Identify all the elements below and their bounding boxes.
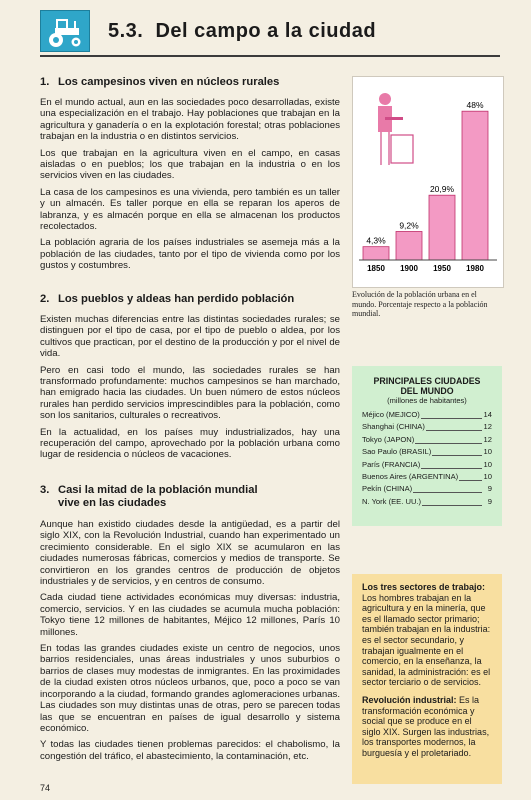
city-name: Shanghai (CHINA) (362, 422, 425, 432)
bar-1850 (363, 247, 389, 260)
data-label-1900: 9,2% (399, 220, 419, 231)
glossary-entry: Revolución industrial: Es la transformación económica y social que se produce en el siglo XIX. Surgen las industrias, los transportes modernos, la burguesía y el proletariado. (362, 694, 490, 758)
paragraph: Cada ciudad tiene actividades económicas muy diversas: industria, comercio, servicios. Y en las ciudades se acumula mucha población: Tokyo tiene 12 millones de habitantes, Méjico 12 millones, París 10 millones. (40, 592, 340, 638)
data-label-1980: 48% (466, 100, 484, 111)
section-1 (40, 76, 340, 277)
worker-illustration (378, 93, 413, 165)
city-population: 10 (483, 472, 492, 481)
city-row (362, 447, 492, 457)
city-name: N. York (EE. UU.) (362, 496, 422, 506)
urban-population-chart (352, 76, 504, 288)
city-name: París (FRANCIA) (362, 459, 421, 469)
bar-1900 (396, 231, 422, 260)
cities-panel (352, 366, 502, 526)
title-divider (40, 55, 500, 57)
city-population: 14 (483, 410, 492, 419)
city-population: 9 (487, 496, 492, 506)
city-population: 12 (483, 434, 492, 444)
chart-caption: Evolución de la población urbana en el mundo. Porcentaje respecto a la población mundial. (352, 290, 488, 319)
glossary-panel (352, 574, 502, 784)
section-heading: 2. Los pueblos y aldeas han perdido población (40, 293, 295, 305)
page-title: 5.3. Del campo a la ciudad (108, 20, 377, 42)
paragraph: Aunque han existido ciudades desde la antigüedad, es a partir del siglo XIX, con la Revolución Industrial, cuando han experimentado un crecimiento considerable. En el siglo XIX se acumularon en las ciudades numerosas fábricas, comercios y medios de transporte. Se convirtieron en los grandes centros de producción de objetos industriales y de servicios, y en centros de consumo. (40, 519, 340, 588)
section-heading: 3. Casi la mitad de la población mundial vive en las ciudades (40, 484, 258, 509)
tractor-icon (40, 10, 90, 52)
city-row (362, 472, 492, 482)
chart-canvas (353, 77, 503, 287)
city-row (362, 497, 492, 507)
city-row (362, 484, 492, 494)
city-population: 10 (483, 447, 492, 457)
page-number: 74 (40, 783, 51, 793)
paragraph: La casa de los campesinos es una vivienda, pero también es un taller y un almacén. Es taller porque en ella se reparan los aperos de labranza, y es almacén porque en ella se almacenan los productos recolectados. (40, 186, 340, 233)
paragraph: Pero en casi todo el mundo, las sociedades rurales se han transformado profundamente: muchos campesinos se han marchado, han emigrado hacia las ciudades. Un buen número de estos núcleos rurales han perdido servicios imprescindibles para la población, como son los sanitarios, culturales o recreativos. (40, 364, 340, 422)
tick-label-1900: 1900 (400, 264, 418, 273)
section-2 (40, 293, 340, 466)
section-heading: 1. Los campesinos viven en núcleos rurales (40, 76, 280, 88)
city-name: Méjico (MEJICO) (362, 410, 420, 419)
cities-subtitle: (millones de habitantes) (387, 396, 467, 405)
tick-label-1980: 1980 (466, 264, 484, 273)
city-name: Pekín (CHINA) (362, 484, 413, 494)
section-3 (40, 484, 340, 767)
city-row (362, 435, 492, 445)
paragraph: En el mundo actual, aun en las sociedades poco desarrolladas, existe una especialización en el trabajo. Hay poblaciones que trabajan en la agricultura y ganadería o en la explotación forestal; otras poblaciones trabajan en la industria o en distintos servicios. (40, 97, 340, 143)
glossary-entry: Los tres sectores de trabajo: Los hombres trabajan en la agricultura y en la minería, que es el llamado sector primario; también trabajan en la industria: es el sector secundario, y trabajan igualmente en el comercio, en la enseñanza, la sanidad, la administración: es el sector terciario o de servicios. (362, 582, 491, 688)
cities-title: PRINCIPALES CIUDADES DEL MUNDO (373, 376, 481, 396)
paragraph: En la actualidad, en los países muy industrializados, hay una recuperación del campo, aprovechado por la población urbana como lugar de residencia o núcleos de vacaciones. (40, 426, 340, 461)
city-name: Tokyo (JAPON) (362, 434, 415, 444)
city-name: Sao Paulo (BRASIL) (362, 447, 432, 457)
city-population: 12 (483, 422, 492, 432)
city-row (362, 410, 492, 420)
city-population: 9 (487, 484, 492, 494)
city-row (362, 460, 492, 470)
city-population: 10 (483, 459, 492, 469)
tick-label-1950: 1950 (433, 264, 451, 273)
city-row (362, 422, 492, 432)
data-label-1850: 4,3% (366, 235, 386, 246)
bar-1950 (429, 195, 455, 260)
bar-1980 (462, 111, 488, 260)
data-label-1950: 20,9% (429, 184, 455, 195)
paragraph: La población agraria de los países industriales se asemeja más a la población de las ciudades, tanto por el tipo de vivienda como por los gustos y costumbres. (40, 237, 340, 272)
tick-label-1850: 1850 (367, 264, 385, 273)
city-name: Buenos Aires (ARGENTINA) (362, 472, 459, 481)
paragraph: Existen muchas diferencias entre las distintas sociedades rurales; se distinguen por el tipo de casa, por el tipo de pueblo o aldea, por los cultivos que practican, por el destino de la producción y por el nivel de vida. (40, 314, 340, 360)
paragraph: Los que trabajan en la agricultura viven en el campo, en casas aisladas o en pueblos; los que trabajan en la industria o en los servicios viven en las ciudades. (40, 147, 340, 182)
paragraph: Y todas las ciudades tienen problemas parecidos: el chabolismo, la congestión del tráfico, el abastecimiento, la contaminación, etc. (40, 739, 340, 762)
paragraph: En todas las grandes ciudades existe un centro de negocios, unos barrios residenciales, unas áreas industriales y unos suburbios o barrios de clases muy modestas de inmigrantes. En las proximidades de la ciudad existen otros núcleos urbanos, que, poco a poco se van incorporando a la ciudad, formando grandes aglomeraciones urbanas. Las ciudades son muy distintas unas de otras, pero se parecen todas las que se encuentran en países de igual desarrollo y sistema económico. (40, 643, 340, 734)
